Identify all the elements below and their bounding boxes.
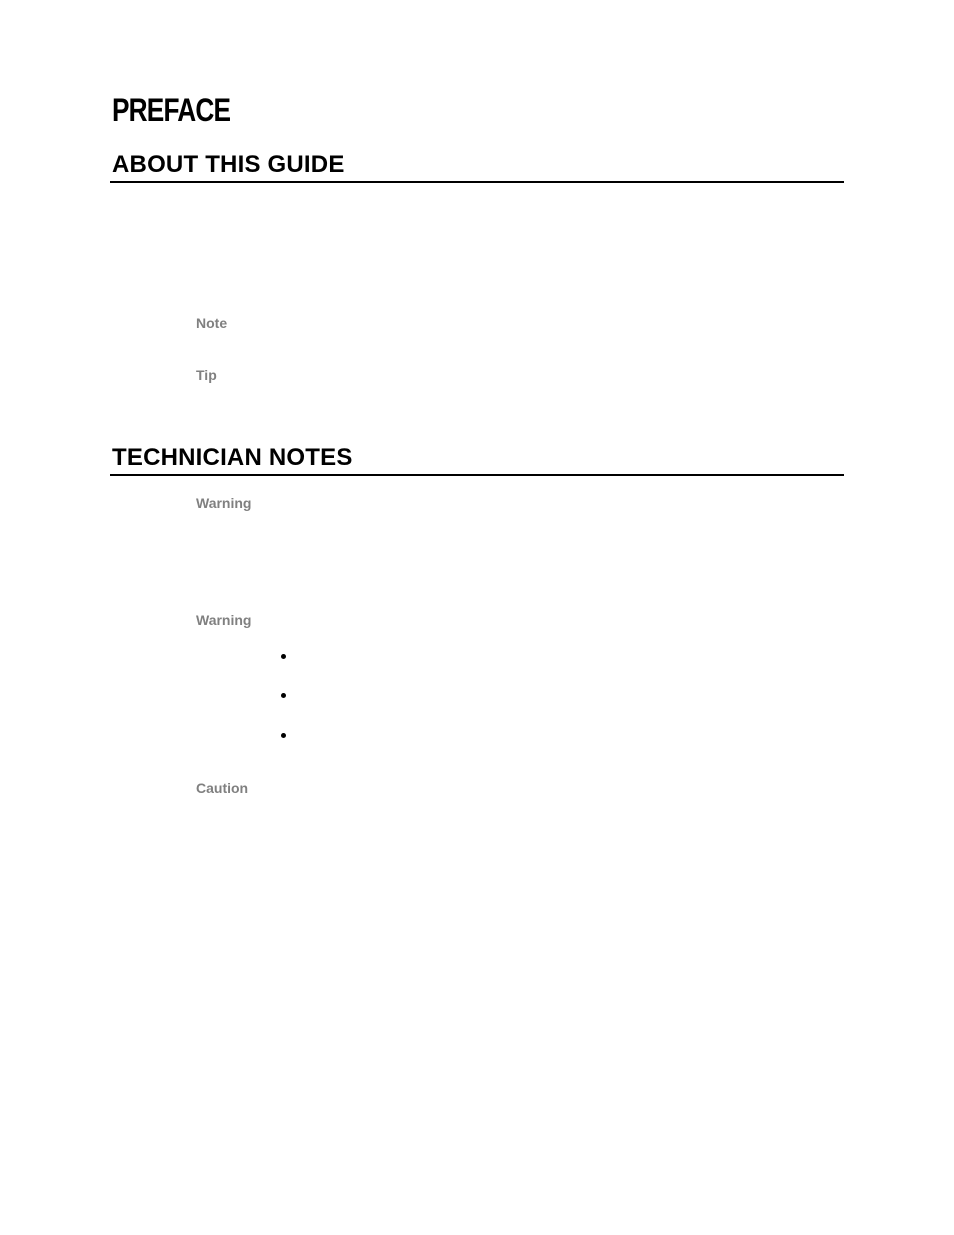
caution-callout-label: Caution	[196, 780, 249, 796]
page-title: PREFACE	[112, 92, 231, 128]
bullet-point	[281, 654, 286, 659]
bullet-point	[281, 693, 286, 698]
section-heading-about-this-guide: ABOUT THIS GUIDE	[112, 151, 345, 178]
bullet-point	[281, 733, 286, 738]
warning-callout-label: Warning	[196, 495, 252, 511]
section-divider	[110, 474, 844, 476]
tip-callout-label: Tip	[196, 367, 217, 383]
section-divider	[110, 181, 844, 183]
section-heading-technician-notes: TECHNICIAN NOTES	[112, 444, 353, 471]
warning-callout-label: Warning	[196, 612, 252, 628]
note-callout-label: Note	[196, 315, 228, 331]
